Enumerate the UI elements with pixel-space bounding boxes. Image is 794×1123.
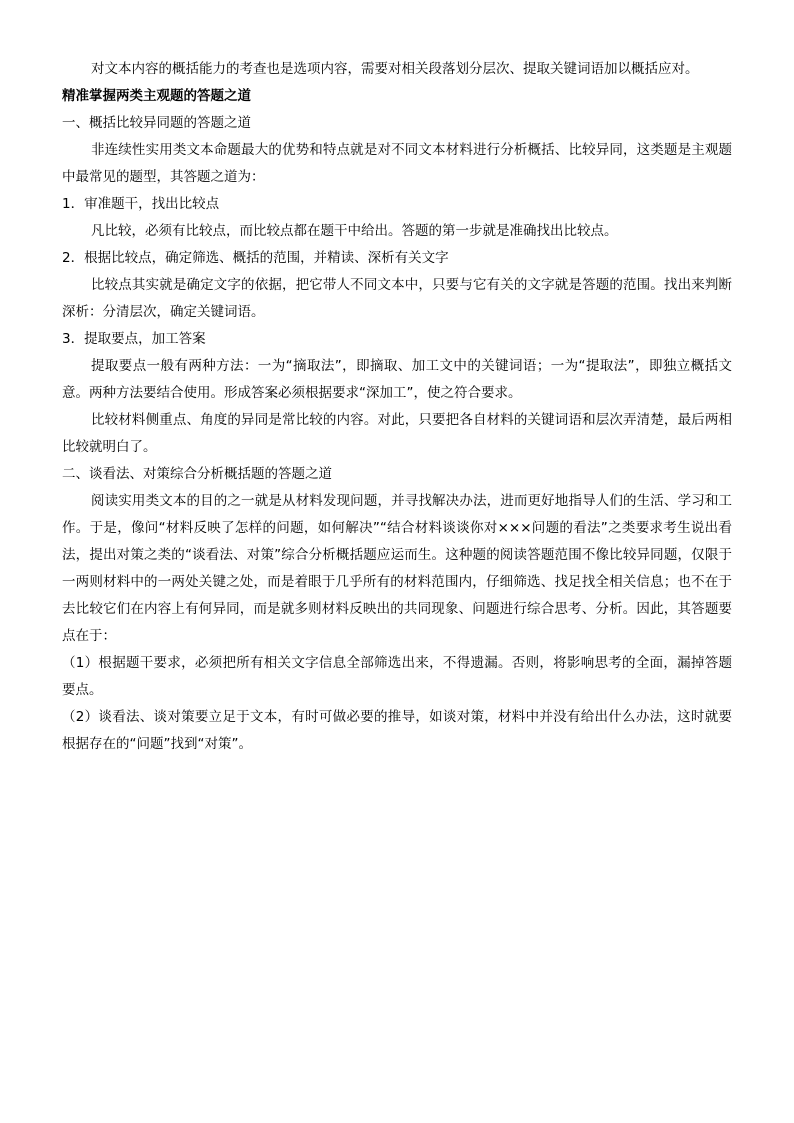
document-page	[62, 56, 732, 758]
main-heading: 精准掌握两类主观题的答题之道	[62, 88, 251, 104]
intro-paragraph: 对文本内容的概括能力的考查也是选项内容，需要对相关段落划分层次、提取关键词语加以概括应对。	[91, 61, 699, 77]
step-1-title: 1．审准题干，找出比较点	[62, 196, 220, 212]
step-2-body: 比较点其实就是确定文字的依据，把它带人不同文本中，只要与它有关的文字就是答题的范围。找出来判断深析：分清层次，确定关键词语。	[62, 277, 732, 320]
step-1-body: 凡比较，必须有比较点，而比较点都在题干中给出。答题的第一步就是准确找出比较点。	[91, 223, 618, 239]
section-1-intro: 非连续性实用类文本命题最大的优势和特点就是对不同文本材料进行分析概括、比较异同，这类题是主观题中最常见的题型，其答题之道为：	[62, 142, 732, 185]
point-2: （2）谈看法、谈对策要立足于文本，有时可做必要的推导，如谈对策，材料中并没有给出什么办法，这时就要根据存在的“问题”找到“对策”。	[62, 709, 732, 752]
step-3-body-2: 比较材料侧重点、角度的异同是常比较的内容。对此，只要把各自材料的关键词语和层次弄清楚，最后两相比较就明白了。	[62, 412, 732, 455]
section-2-body: 阅读实用类文本的目的之一就是从材料发现问题，并寻找解决办法，进而更好地指导人们的生活、学习和工作。于是，像问“材料反映了怎样的问题，如何解决”“结合材料谈谈你对×××问题的看法”之类要求考生说出看法，提出对策之类的“谈看法、对策”综合分析概括题应运而生。这种题的阅读答题范围不像比较异同题，仅限于一两则材料中的一两处关键之处，而是着眼于几乎所有的材料范围内，仔细筛选、找足找全相关信息；也不在于去比较它们在内容上有何异同，而是就多则材料反映出的共同现象、问题进行综合思考、分析。因此，其答题要点在于：	[62, 493, 732, 644]
step-3-body-1: 提取要点一般有两种方法：一为“摘取法”，即摘取、加工文中的关键词语；一为“提取法”，即独立概括文意。两种方法要结合使用。形成答案必须根据要求“深加工”，使之符合要求。	[62, 358, 732, 401]
section-2-title: 二、谈看法、对策综合分析概括题的答题之道	[62, 466, 332, 482]
point-1: （1）根据题干要求，必须把所有相关文字信息全部筛选出来，不得遗漏。否则，将影响思考的全面，漏掉答题要点。	[62, 655, 732, 698]
step-2-title: 2．根据比较点，确定筛选、概括的范围，并精读、深析有关文字	[62, 250, 449, 266]
section-1-title: 一、概括比较异同题的答题之道	[62, 115, 251, 131]
step-3-title: 3．提取要点，加工答案	[62, 331, 206, 347]
